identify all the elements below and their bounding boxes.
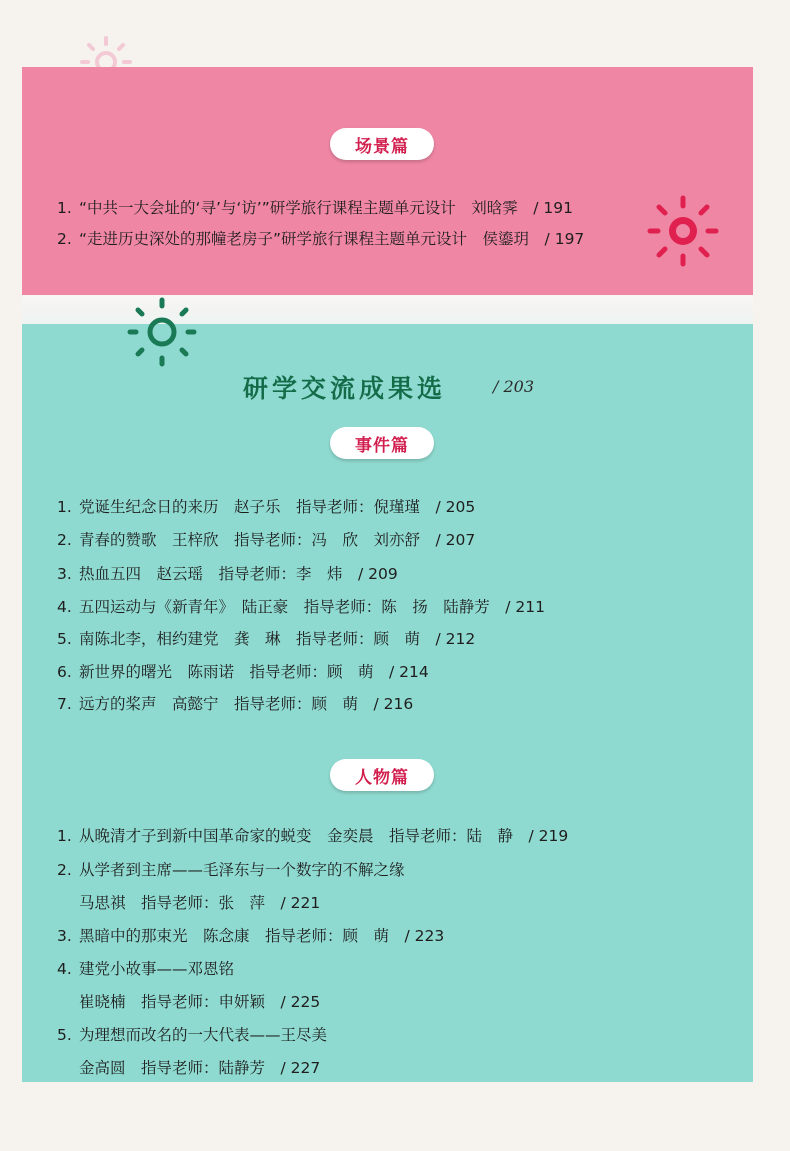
- people-item-5-author: 金高圆 指导老师：陆静芳 / 227: [79, 1059, 321, 1077]
- people-item-5[interactable]: [57, 1025, 327, 1045]
- item-text: 黑暗中的那束光 陈念康 指导老师：顾 萌 / 223: [79, 927, 445, 945]
- item-text: “走进历史深处的那幢老房子”研学旅行课程主题单元设计 侯鎏玥 / 197: [79, 230, 585, 248]
- item-number: 2.: [57, 861, 72, 879]
- item-text: “中共一大会址的‘寻’与‘访’”研学旅行课程主题单元设计 刘晗霁 / 191: [79, 199, 574, 217]
- item-number: 2.: [57, 531, 72, 549]
- item-number: 5.: [57, 1026, 72, 1044]
- item-text: 热血五四 赵云瑶 指导老师：李 炜 / 209: [79, 565, 398, 583]
- item-number: 3.: [57, 565, 72, 583]
- people-item-3[interactable]: [57, 926, 444, 946]
- item-number: 2.: [57, 230, 72, 248]
- scene-section-heading: 场景篇: [330, 128, 434, 160]
- people-item-2[interactable]: [57, 860, 405, 880]
- event-section-heading: 事件篇: [330, 427, 434, 459]
- item-text: 五四运动与《新青年》 陆正豪 指导老师：陈 扬 陆静芳 / 211: [79, 598, 545, 616]
- item-number: 1.: [57, 827, 72, 845]
- item-text: 建党小故事——邓恩铭: [79, 960, 235, 978]
- item-number: 4.: [57, 598, 72, 616]
- people-item-2-author: 马思祺 指导老师：张 萍 / 221: [79, 894, 321, 912]
- item-text: 为理想而改名的一大代表——王尽美: [79, 1026, 328, 1044]
- event-item-5[interactable]: [57, 629, 475, 649]
- item-number: 1.: [57, 498, 72, 516]
- item-number: 6.: [57, 663, 72, 681]
- event-item-2[interactable]: [57, 530, 475, 550]
- scene-item-1[interactable]: [57, 198, 573, 218]
- people-item-4-author: 崔晓楠 指导老师：申妍颖 / 225: [79, 993, 321, 1011]
- green-sun-icon: [124, 292, 200, 368]
- item-number: 1.: [57, 199, 72, 217]
- item-number: 4.: [57, 960, 72, 978]
- item-text: 青春的赞歌 王梓欣 指导老师：冯 欣 刘亦舒 / 207: [79, 531, 476, 549]
- event-item-1[interactable]: [57, 497, 475, 517]
- event-item-7[interactable]: [57, 694, 413, 714]
- people-section-heading: 人物篇: [330, 759, 434, 791]
- item-text: 南陈北李，相约建党 龚 琳 指导老师：顾 萌 / 212: [79, 630, 476, 648]
- main-title[interactable]: 研学交流成果选: [243, 374, 447, 403]
- main-title-page: / 203: [493, 377, 535, 396]
- item-text: 从晚清才子到新中国革命家的蜕变 金奕晨 指导老师：陆 静 / 219: [79, 827, 569, 845]
- pink-sun-icon: [644, 192, 722, 270]
- people-item-1[interactable]: [57, 826, 568, 846]
- item-number: 3.: [57, 927, 72, 945]
- scene-item-2[interactable]: [57, 229, 584, 249]
- item-text: 党诞生纪念日的来历 赵子乐 指导老师：倪瑾瑾 / 205: [79, 498, 476, 516]
- item-text: 新世界的曙光 陈雨诺 指导老师：顾 萌 / 214: [79, 663, 429, 681]
- item-number: 5.: [57, 630, 72, 648]
- event-item-4[interactable]: [57, 597, 545, 617]
- people-item-4[interactable]: [57, 959, 234, 979]
- item-text: 远方的桨声 高懿宁 指导老师：顾 萌 / 216: [79, 695, 414, 713]
- event-item-3[interactable]: [57, 564, 398, 584]
- item-number: 7.: [57, 695, 72, 713]
- event-item-6[interactable]: [57, 662, 429, 682]
- item-text: 从学者到主席——毛泽东与一个数字的不解之缘: [79, 861, 405, 879]
